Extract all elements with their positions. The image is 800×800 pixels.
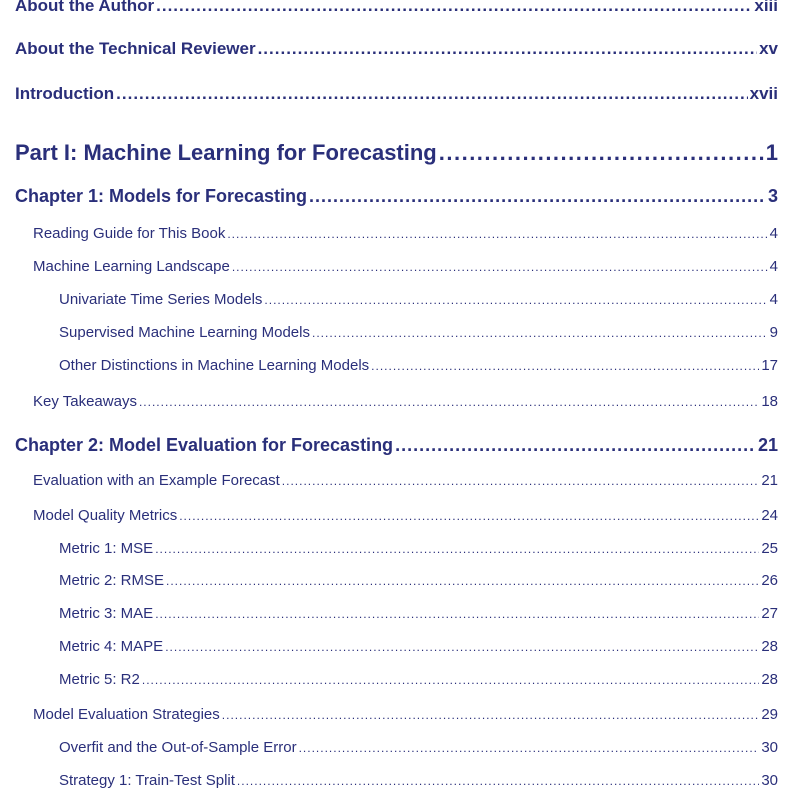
toc-entry-page: 30: [761, 772, 778, 789]
toc-subsection[interactable]: [59, 573, 778, 588]
toc-entry-introduction[interactable]: [15, 85, 778, 102]
dot-leader: [371, 360, 759, 372]
toc-entry-about-author[interactable]: [15, 0, 778, 14]
toc-chapter-2[interactable]: [15, 436, 778, 454]
dot-leader: [227, 228, 767, 240]
toc-entry-page: 28: [761, 638, 778, 655]
toc-chapter-1[interactable]: [15, 187, 778, 205]
toc-entry-page: 21: [761, 472, 778, 489]
toc-subsection[interactable]: [59, 672, 778, 687]
toc-entry-title: Overfit and the Out-of-Sample Error: [59, 739, 297, 756]
dot-leader: [116, 85, 747, 102]
toc-entry-page: 9: [769, 324, 778, 341]
toc-entry-title: Part I: Machine Learning for Forecasting: [15, 140, 437, 165]
toc-entry-title: Reading Guide for This Book: [33, 225, 226, 242]
toc-subsection[interactable]: [59, 639, 778, 654]
toc-entry-page: xiii: [754, 0, 778, 15]
toc-entry-page: 3: [767, 186, 778, 206]
dot-leader: [139, 396, 759, 408]
toc-entry-title: Metric 3: MAE: [59, 605, 154, 622]
dot-leader: [156, 0, 752, 14]
toc-entry-page: 29: [761, 706, 778, 723]
toc-subsection[interactable]: [59, 740, 778, 755]
toc-section[interactable]: [33, 394, 778, 409]
toc-entry-page: xvii: [749, 84, 778, 103]
toc-section[interactable]: [33, 259, 778, 274]
toc-entry-title: Strategy 1: Train-Test Split: [59, 772, 235, 789]
toc-entry-page: 27: [761, 605, 778, 622]
toc-entry-page: 4: [769, 258, 778, 275]
toc-entry-page: 18: [761, 393, 778, 410]
toc-entry-title: Other Distinctions in Machine Learning Models: [59, 357, 370, 374]
dot-leader: [395, 436, 756, 454]
toc-entry-title: About the Technical Reviewer: [15, 39, 256, 58]
dot-leader: [299, 742, 760, 754]
toc-entry-page: 26: [761, 572, 778, 589]
toc-entry-title: Metric 5: R2: [59, 671, 140, 688]
toc-entry-title: Evaluation with an Example Forecast: [33, 472, 280, 489]
toc-entry-title: Supervised Machine Learning Models: [59, 324, 310, 341]
toc-entry-title: Introduction: [15, 84, 115, 103]
toc-entry-page: 24: [761, 507, 778, 524]
dot-leader: [232, 261, 768, 273]
dot-leader: [439, 142, 764, 164]
toc-section[interactable]: [33, 473, 778, 488]
toc-entry-title: Univariate Time Series Models: [59, 291, 263, 308]
dot-leader: [264, 294, 767, 306]
dot-leader: [258, 40, 758, 57]
toc-subsection[interactable]: [59, 325, 778, 340]
toc-section[interactable]: [33, 226, 778, 241]
toc-entry-about-reviewer[interactable]: [15, 40, 778, 57]
toc-subsection[interactable]: [59, 773, 778, 788]
dot-leader: [222, 709, 760, 721]
toc-entry-page: 25: [761, 540, 778, 557]
toc-entry-page: 21: [757, 435, 778, 455]
toc-entry-page: 28: [761, 671, 778, 688]
toc-entry-page: 4: [769, 291, 778, 308]
toc-entry-title: About the Author: [15, 0, 155, 15]
toc-entry-page: 1: [765, 140, 778, 165]
dot-leader: [282, 475, 760, 487]
toc-entry-title: Machine Learning Landscape: [33, 258, 230, 275]
toc-part-heading[interactable]: [15, 142, 778, 164]
toc-entry-page: 4: [769, 225, 778, 242]
toc-subsection[interactable]: [59, 292, 778, 307]
toc-entry-title: Key Takeaways: [33, 393, 137, 410]
toc-entry-page: xv: [759, 39, 778, 58]
dot-leader: [165, 641, 759, 653]
toc-subsection[interactable]: [59, 358, 778, 373]
dot-leader: [155, 543, 759, 555]
dot-leader: [166, 575, 759, 587]
toc-entry-page: 30: [761, 739, 778, 756]
dot-leader: [179, 510, 759, 522]
toc-entry-title: Metric 1: MSE: [59, 540, 154, 557]
dot-leader: [312, 327, 768, 339]
toc-subsection[interactable]: [59, 541, 778, 556]
toc-section[interactable]: [33, 508, 778, 523]
toc-entry-title: Chapter 2: Model Evaluation for Forecasting: [15, 435, 394, 455]
dot-leader: [309, 187, 766, 205]
dot-leader: [142, 674, 759, 686]
toc-entry-title: Model Quality Metrics: [33, 507, 178, 524]
dot-leader: [237, 775, 759, 787]
toc-entry-title: Model Evaluation Strategies: [33, 706, 220, 723]
toc-section[interactable]: [33, 707, 778, 722]
dot-leader: [155, 608, 759, 620]
toc-entry-page: 17: [761, 357, 778, 374]
toc-subsection[interactable]: [59, 606, 778, 621]
toc-entry-title: Metric 2: RMSE: [59, 572, 165, 589]
toc-entry-title: Chapter 1: Models for Forecasting: [15, 186, 308, 206]
toc-entry-title: Metric 4: MAPE: [59, 638, 164, 655]
